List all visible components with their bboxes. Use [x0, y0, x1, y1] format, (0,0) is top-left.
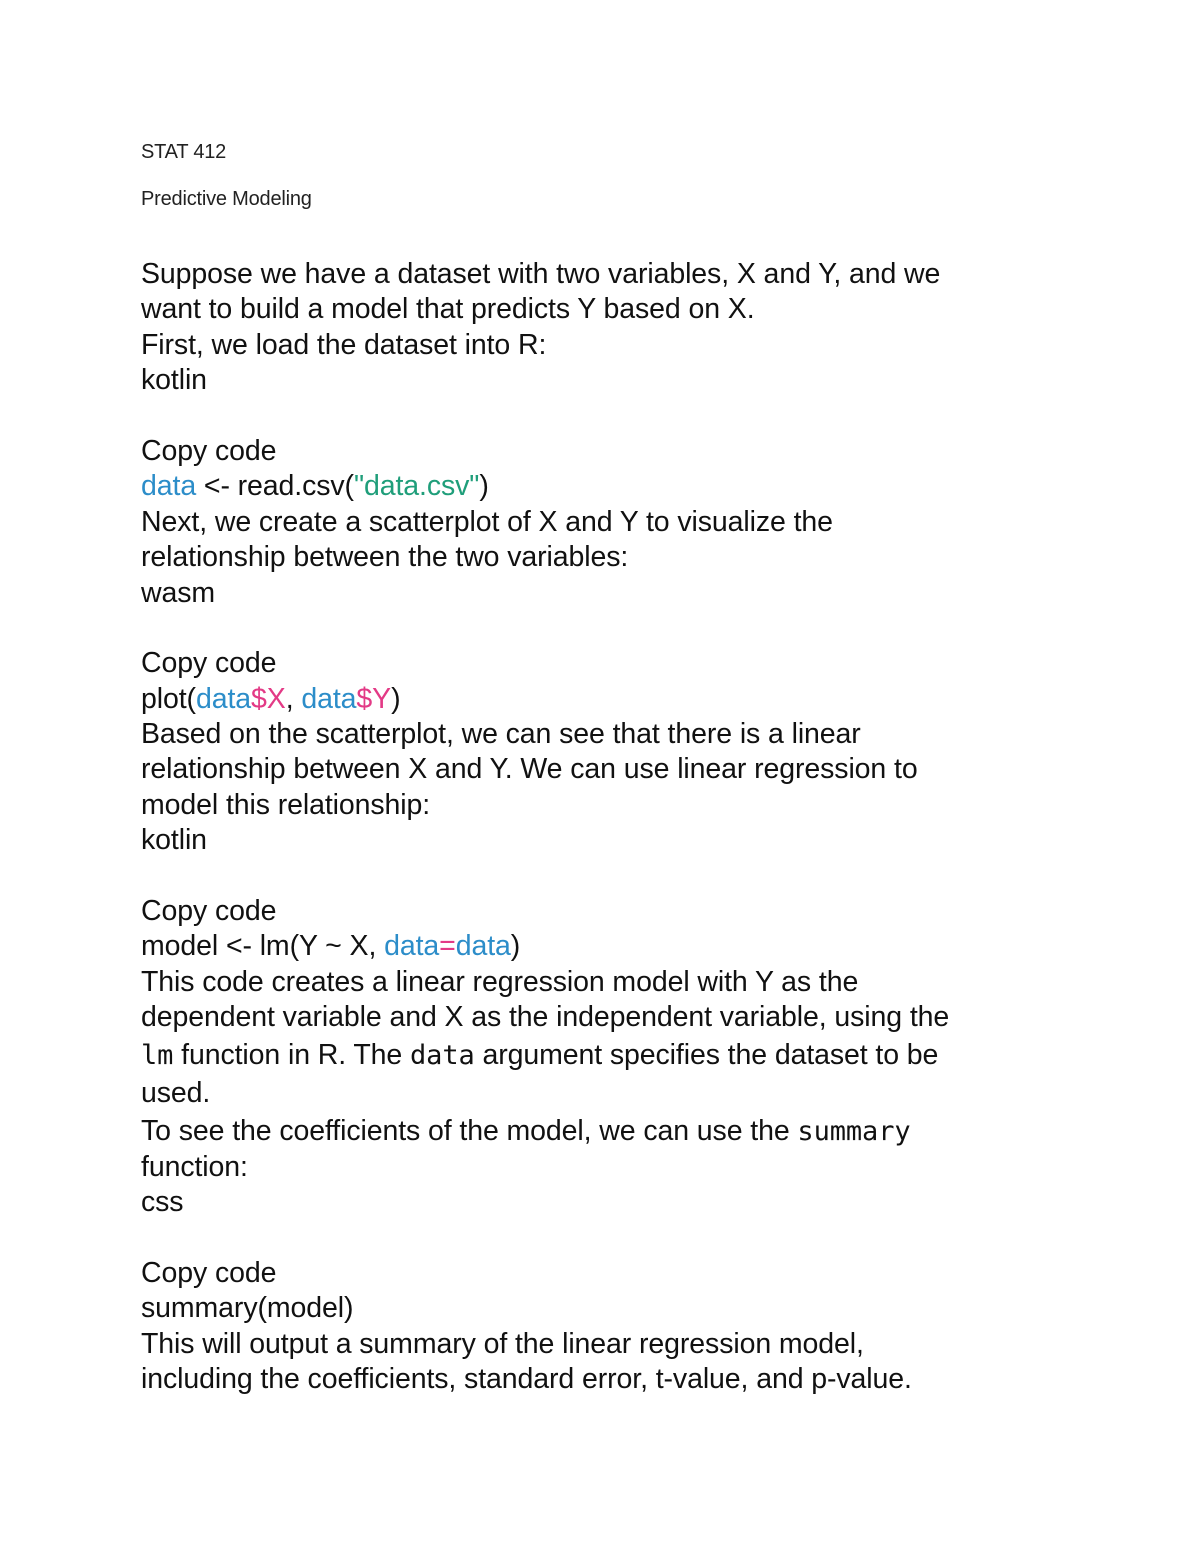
code-text: ): [391, 682, 401, 715]
paragraph-line: Suppose we have a dataset with two variables, X and Y, and we: [141, 258, 941, 290]
code-variable: data: [141, 470, 197, 503]
code-line-summary: summary(model): [141, 1292, 354, 1325]
code-variable: data: [455, 930, 511, 963]
inline-code: data: [410, 1039, 475, 1071]
code-string: "data.csv": [353, 470, 480, 503]
code-variable: data: [384, 930, 440, 963]
document-body: [141, 257, 1101, 1397]
paragraph-line: dependent variable and X as the independent variable, using the: [141, 1001, 950, 1034]
copy-code-button[interactable]: Copy code: [141, 895, 277, 928]
code-language-label: css: [141, 1185, 184, 1218]
blank-line: [141, 611, 1101, 646]
paragraph-line: model this relationship:: [141, 788, 431, 821]
inline-text: function in R. The: [173, 1038, 411, 1071]
paragraph-line: First, we load the dataset into R:: [141, 328, 547, 361]
paragraph-line: relationship between X and Y. We can use linear regression to: [141, 753, 918, 786]
code-variable: data: [195, 682, 252, 715]
blank-line: [141, 1220, 1101, 1255]
paragraph-line: function:: [141, 1150, 248, 1183]
paragraph-line-inline-code: [141, 1112, 1101, 1150]
paragraph-line: want to build a model that predicts Y based on X.: [141, 293, 755, 326]
code-operator: $Y: [356, 682, 392, 715]
inline-text: argument specifies the dataset to be: [474, 1038, 939, 1071]
copy-code-button[interactable]: Copy code: [141, 434, 277, 467]
course-subtitle: Predictive Modeling: [141, 188, 312, 210]
paragraph-line: used.: [141, 1076, 211, 1109]
paragraph-line-inline-code: [141, 1036, 1101, 1074]
copy-code-button[interactable]: Copy code: [141, 1256, 277, 1289]
paragraph-line: including the coefficients, standard error, t-value, and p-value.: [141, 1362, 912, 1395]
code-line-lm: [141, 929, 1101, 964]
course-code: STAT 412: [141, 141, 227, 163]
code-language-label: kotlin: [141, 364, 207, 397]
code-text: model <- lm(Y ~ X,: [141, 930, 385, 963]
paragraph-line: relationship between the two variables:: [141, 541, 629, 574]
inline-text: To see the coefficients of the model, we can use the: [141, 1114, 798, 1147]
paragraph-line: This will output a summary of the linear regression model,: [141, 1327, 864, 1360]
code-text: ,: [285, 682, 302, 715]
blank-line: [141, 859, 1101, 894]
code-line-plot: [141, 682, 1101, 717]
paragraph-line: This code creates a linear regression model with Y as the: [141, 965, 859, 998]
code-text: plot(: [141, 682, 196, 715]
code-language-label: wasm: [141, 576, 216, 609]
paragraph-line: Based on the scatterplot, we can see that there is a linear: [141, 718, 861, 751]
blank-line: [141, 399, 1101, 434]
copy-code-button[interactable]: Copy code: [141, 647, 277, 680]
inline-code: summary: [797, 1115, 911, 1147]
paragraph-line: Next, we create a scatterplot of X and Y to visualize the: [141, 505, 833, 538]
code-text: <- read.csv(: [196, 470, 354, 503]
code-language-label: kotlin: [141, 824, 207, 857]
code-text: ): [479, 470, 489, 503]
code-operator: $X: [251, 682, 286, 715]
code-variable: data: [301, 682, 357, 715]
code-text: ): [510, 930, 521, 963]
inline-code: lm: [141, 1039, 174, 1071]
code-line-read-csv: [141, 469, 1101, 504]
code-operator: =: [439, 930, 456, 963]
